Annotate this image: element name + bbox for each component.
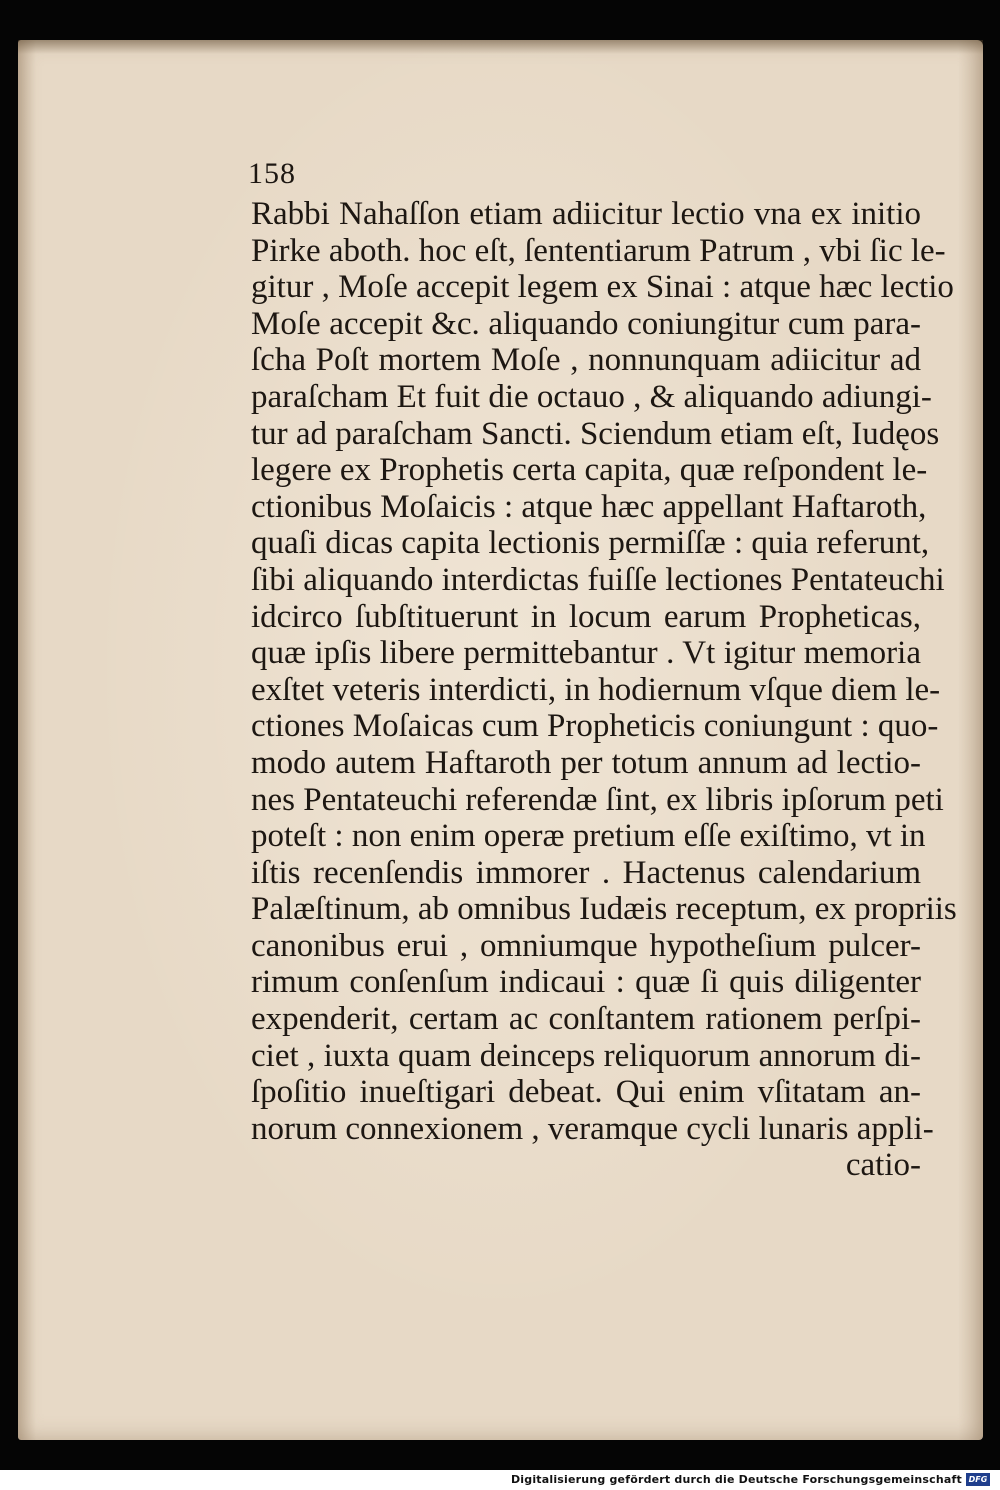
page-number: 158 bbox=[248, 157, 296, 190]
dfg-logo: DFG bbox=[966, 1473, 990, 1486]
text-line: quaſi dicas capita lectionis permiſſæ : quia referunt, bbox=[251, 525, 930, 562]
text-line: Moſe accepit &c. aliquando coniungitur cum para- bbox=[251, 305, 921, 342]
text-line: ctiones Moſaicas cum Propheticis coniungunt : quo- bbox=[251, 708, 939, 745]
text-line: ctionibus Moſaicis : atque hæc appellant Haftaroth, bbox=[251, 488, 927, 525]
catchword: catio- bbox=[845, 1147, 921, 1184]
text-line: legere ex Prophetis certa capita, quæ reſpondent le- bbox=[251, 452, 928, 489]
text-line: Palæſtinum, ab omnibus Iudæis receptum, ex propriis bbox=[251, 891, 957, 928]
page-edge-shadow bbox=[18, 40, 983, 54]
text-line: ſibi aliquando interdictas fuiſſe lectiones Pentateuchi bbox=[251, 561, 945, 598]
text-line: rimum conſenſum indicaui : quæ ſi quis diligenter bbox=[251, 964, 921, 1001]
text-line: iſtis recenſendis immorer . Hactenus calendarium bbox=[251, 854, 921, 891]
text-line: nes Pentateuchi referendæ ſint, ex libris ipſorum peti bbox=[251, 781, 944, 818]
text-line: expenderit, certam ac conſtantem rationem perſpi- bbox=[251, 1001, 921, 1038]
footer-bar bbox=[0, 1470, 1000, 1490]
text-line: paraſcham Et fuit die octauo , & aliquando adiungi- bbox=[251, 378, 932, 415]
text-line: canonibus erui , omniumque hypotheſium pulcer- bbox=[251, 927, 921, 964]
text-line: quæ ipſis libere permittebantur . Vt igitur memoria bbox=[251, 635, 921, 672]
text-line: gitur , Moſe accepit legem ex Sinai : atque hæc lectio bbox=[251, 269, 954, 306]
text-line: ciet , iuxta quam deinceps reliquorum annorum di- bbox=[251, 1037, 921, 1074]
text-line: poteſt : non enim operæ pretium eſſe exiſtimo, vt in bbox=[251, 818, 926, 855]
funding-credit: Digitalisierung gefördert durch die Deutsche Forschungsgemeinschaft bbox=[510, 1473, 962, 1486]
book-page bbox=[18, 40, 983, 1440]
text-line: tur ad paraſcham Sancti. Sciendum etiam eſt, Iudęos bbox=[251, 415, 940, 452]
text-line: ſcha Poſt mortem Moſe , nonnunquam adiicitur ad bbox=[251, 342, 921, 379]
text-line: idcirco ſubſtituerunt in locum earum Propheticas, bbox=[251, 598, 921, 635]
text-line: norum connexionem , veramque cycli lunaris appli- bbox=[251, 1110, 934, 1147]
text-block bbox=[248, 152, 957, 1184]
text-line: Rabbi Nahaſſon etiam adiicitur lectio vna ex initio bbox=[251, 196, 921, 232]
text-line: ſpoſitio inueſtigari debeat. Qui enim vſitatam an- bbox=[251, 1074, 921, 1111]
text-line: modo autem Haftaroth per totum annum ad lectio- bbox=[251, 744, 921, 781]
text-line: Pirke aboth. hoc eſt, ſententiarum Patrum , vbi ſic le- bbox=[251, 232, 946, 269]
text-line: exſtet veteris interdicti, in hodiernum vſque diem le- bbox=[251, 671, 941, 708]
